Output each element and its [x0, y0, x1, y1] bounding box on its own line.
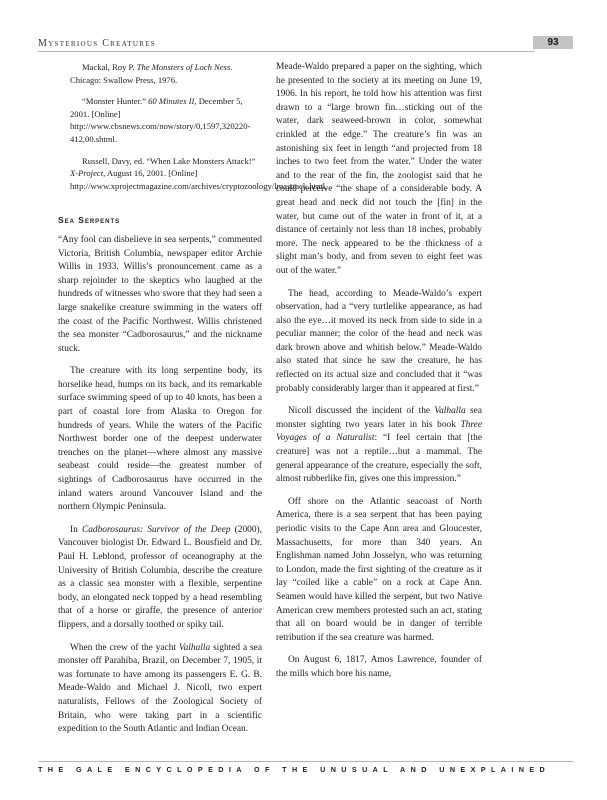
reference-item: “Monster Hunter.” 60 Minutes II, December 5, 2001. [Online] http://www.cbsnews.com/now/story/0,1597,320220-412,00.shtml.	[70, 96, 251, 144]
header-rule	[38, 51, 535, 52]
page-header	[38, 36, 573, 54]
footer-text: THE GALE ENCYCLOPEDIA OF THE UNUSUAL AND UNEXPLAINED	[38, 765, 551, 774]
reference-item: Russell, Davy, ed. “When Lake Monsters Attack!” X-Project, August 16, 2001. [Online] http://www.xprojectmagazine.com/archives/cryptozoology/lmasttack.html.	[70, 155, 328, 191]
footer-rule	[38, 761, 573, 762]
paragraph: Off shore on the Atlantic seacoast of North America, there is a sea serpent that has been paying periodic visits to the Cape Ann area and Gloucester, Massachusetts, for more than 340 years. An Englishman named John Josselyn, who was returning to London, made the first sighting of the creature as it lay “coiled like a cable” on a rock at Cape Ann. Seamen would have killed the serpent, but two Native American crew members protested such an act, stating that all on board would be in danger of terrible retribution if the sea creature was harmed.	[276, 496, 482, 643]
running-head: Mysterious Creatures	[38, 38, 156, 49]
paragraph: “Any fool can disbelieve in sea serpents,” commented Victoria, British Columbia, newspaper editor Archie Willis in 1933. Willis’s pronouncement came as a sharp rejoinder to the skeptics who laughed at the hundreds of witnesses who swore that they had seen a large snakelike creature swimming in the waters off the coast of the Pacific Northwest. Willis christened the sea monster “Cadborosaurus,” and the nickname stuck.	[58, 234, 262, 354]
reference-list	[58, 61, 328, 192]
paragraph: When the crew of the yacht Valhalla sighted a sea monster off Parahiba, Brazil, on December 7, 1905, it was fortunate to have among its passengers E. G. B. Meade-Waldo and Michael J. Nicoll, two expert naturalists, Fellows of the Zoological Society of Britain, who were taking part in a scientific expedition to the South Atlantic and Indian Ocean.	[58, 642, 262, 735]
paragraph: The creature with its long serpentine body, its horselike head, humps on its back, and its remarkable surface swimming speed of up to 40 knots, has been a part of coastal lore from Alaska to Oregon for hundreds of years. While the waters of the Pacific Northwest border one of the deepest underwater trenches on the planet—where almost any massive seabeast could reside—the greatest number of sightings of Cadborosaurus have occurred in the inland waters around Vancouver Island and the northern Olympic Peninsula.	[58, 366, 262, 513]
page-number: 93	[533, 36, 573, 49]
page-footer	[38, 761, 573, 775]
paragraph: On August 6, 1817, Amos Lawrence, founder of the mills which bore his name,	[276, 655, 482, 679]
paragraph: Meade-Waldo prepared a paper on the sighting, which he presented to the society at its meeting on June 19, 1906. In his report, he told how his attention was first drawn to a “large brown fin…sticking out of the water, dark seaweed-brown in color, somewhat crinkled at the edge.” The creature’s fin was an astonishing six feet in length “and projected from 18 inches to two feet from the water.” Under the water and to the rear of the fin, the zoologist said that he could perceive “the shape of a considerable body. A great head and neck did not touch the [fin] in the water, but came out of the water in front of it, at a distance of certainly not less than 18 inches, probably more. The neck appeared to be the thickness of a slight man’s body, and from seven to eight feet was out of the water.”	[276, 62, 482, 276]
paragraph: In Cadborosaurus: Survivor of the Deep (2000), Vancouver biologist Dr. Edward L. Bousfield and Dr. Paul H. Leblond, professor of oceanography at the University of British Columbia, describe the creature as a classic sea monster with a flexible, serpentine body, an elongated neck topped by a head resembling that of a horse or giraffe, the presence of anterior flippers, and a dorsally toothed or spiky tail.	[58, 524, 263, 630]
right-column	[276, 61, 482, 691]
reference-item: Mackal, Roy P. The Monsters of Loch Ness. Chicago: Swallow Press, 1976.	[70, 62, 233, 85]
paragraph: The head, according to Meade-Waldo’s expert observation, had a “very turtlelike appearance, as had also the eye…it moved its neck from side to side in a peculiar manner; the color of the head and neck was dark brown above and whitish below.” Meade-Waldo also stated that since he saw the creature, he has reflected on its actual size and concluded that it “was probably considerably larger than it appeared at first.”	[276, 288, 482, 394]
section-heading: Sea Serpents	[58, 215, 121, 226]
paragraph: Nicoll discussed the incident of the Valhalla sea monster sighting two years later in his book Three Voyages of a Naturalist: “I feel certain that [the creature] was not a reptile…but a mammal. The general appearance of the creature, especially the soft, almost rubberlike fin, gives one this impression.”	[276, 406, 483, 485]
left-column	[58, 61, 328, 746]
